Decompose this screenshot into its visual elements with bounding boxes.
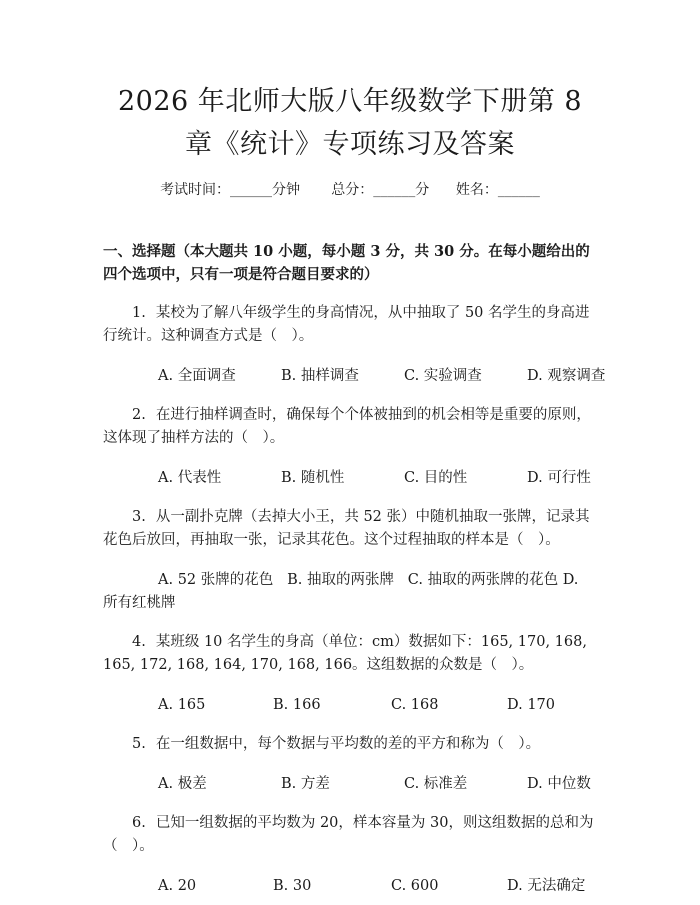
document-title: 2026 年北师大版八年级数学下册第 8 章《统计》专项练习及答案 (117, 86, 583, 160)
option-d: D. 所有红桃牌 (103, 572, 579, 611)
question-number: 1. (132, 305, 146, 321)
option-a: A. 全面调查 (158, 368, 236, 384)
option-a: A. 20 (158, 878, 197, 894)
question-3 (103, 506, 597, 552)
question-text: 从一副扑克牌（去掉大小王，共 52 张）中随机抽取一张牌，记录其花色后放回，再抽取一张，记录其花色。这个过程抽取的样本是（ ）。 (103, 509, 590, 548)
option-a: A. 52 张牌的花色 (158, 572, 274, 588)
option-b: B. 随机性 (281, 470, 345, 486)
question-text: 在进行抽样调查时，确保每个个体被抽到的机会相等是重要的原则，这体现了抽样方法的（ ）。 (103, 407, 591, 446)
option-c: C. 实验调查 (404, 368, 482, 384)
question-5-options (103, 773, 597, 796)
option-b: B. 抽取的两张牌 (287, 572, 394, 588)
question-3-options (103, 569, 597, 615)
option-c: C. 目的性 (404, 470, 468, 486)
section-heading: 一、选择题（本大题共 10 小题，每小题 3 分，共 30 分。在每小题给出的四个选项中，只有一项是符合题目要求的） (103, 243, 590, 283)
question-number: 5. (132, 736, 146, 752)
question-2-options (103, 467, 597, 490)
question-text: 某班级 10 名学生的身高（单位：cm）数据如下：165, 170, 168, 165, 172, 168, 164, 170, 168, 166。这组数据的众数是（ ）。 (103, 634, 587, 673)
option-c: C. 标准差 (404, 776, 468, 792)
option-d: D. 可行性 (527, 470, 591, 486)
option-c: C. 600 (391, 878, 439, 894)
option-d: D. 中位数 (527, 776, 591, 792)
option-c: C. 168 (391, 697, 439, 713)
question-text: 已知一组数据的平均数为 20，样本容量为 30，则这组数据的总和为（ ）。 (103, 815, 594, 854)
question-2 (103, 404, 597, 450)
question-number: 6. (132, 815, 146, 831)
option-d: D. 观察调查 (527, 368, 606, 384)
option-a: A. 极差 (158, 776, 207, 792)
option-b: B. 30 (273, 878, 312, 894)
question-1-options (103, 365, 606, 388)
question-1 (103, 302, 597, 348)
question-number: 4. (132, 634, 146, 650)
exam-name: 姓名：______ (455, 182, 540, 198)
question-number: 2. (132, 407, 146, 423)
question-4-options (103, 694, 597, 717)
question-text: 某校为了解八年级学生的身高情况，从中抽取了 50 名学生的身高进行统计。这种调查方式是（ ）。 (103, 305, 590, 344)
question-6 (103, 812, 597, 858)
question-number: 3. (132, 509, 146, 525)
option-d: D. 170 (507, 697, 556, 713)
question-4 (103, 631, 597, 677)
option-a: A. 代表性 (158, 470, 222, 486)
exam-info (103, 180, 597, 200)
question-text: 在一组数据中，每个数据与平均数的差的平方和称为（ ）。 (155, 736, 541, 752)
question-6-options (103, 875, 597, 898)
question-5 (103, 733, 597, 756)
option-b: B. 抽样调查 (281, 368, 359, 384)
option-b: B. 166 (273, 697, 321, 713)
option-d: D. 无法确定 (507, 878, 586, 894)
option-b: B. 方差 (281, 776, 330, 792)
exam-time: 考试时间：______分钟 (160, 182, 301, 198)
option-a: A. 165 (158, 697, 206, 713)
exam-score: 总分：______分 (331, 182, 430, 198)
option-c: C. 抽取的两张牌的花色 (407, 572, 559, 588)
